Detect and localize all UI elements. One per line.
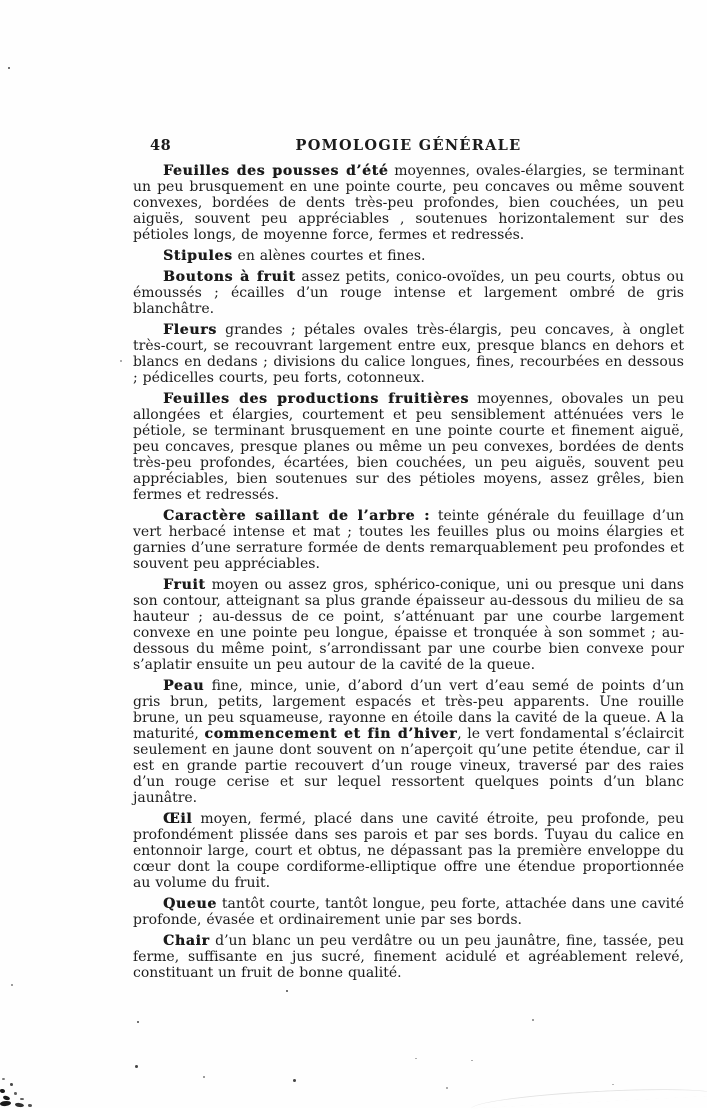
ink-blob [28,1104,32,1107]
running-title: POMOLOGIE GÉNÉRALE [295,137,522,154]
paragraph-boutons-a-fruit [133,269,684,317]
ink-blob [0,1089,5,1093]
page-number: 48 [150,137,172,154]
paragraph-lead: Caractère saillant de l’arbre : [163,508,430,524]
paragraph-text: moyen, fermé, placé dans une cavité étroite, peu profonde, peu profondément plissée dans ses parois et par ses bords. Tuyau du calice en entonnoir large, court et obtus, ne dépassant pas la première enveloppe du cœur dont la coupe cordiforme-elliptique offre une étendue proportionnée au volume du fruit. [133,811,684,891]
page-edge-shadow [471,1084,707,1108]
paragraph-text: tantôt courte, tantôt longue, peu forte, attachée dans une cavité profonde, évasée et ordinairement unie par ses bords. [133,896,684,928]
paragraph-oeil [133,811,684,891]
ink-blob [10,1083,13,1086]
ink-blob [2,1078,5,1080]
paragraph-text: teinte générale du feuillage d’un vert herbacé intense et mat ; toutes les feuilles plus ou moins élargies et garnies d’une serrature formée de dents remarquablement peu profondes et souvent peu appréciables. [133,508,684,572]
scan-speck [135,1065,138,1068]
scan-speck [203,1076,205,1078]
scan-speck [137,1021,139,1023]
paragraph-lead: Feuilles des pousses d’été [163,163,389,179]
paragraph-text: en alènes courtes et fines. [232,248,426,264]
scan-speck [446,1087,448,1089]
ink-blob [14,1092,17,1095]
scan-speck [8,67,10,69]
ink-blob [20,1098,24,1100]
paragraph-bold-maturity-period: commencement et fin d’hiver [204,726,458,742]
paragraph-feuilles-pousses-ete [133,163,684,243]
paragraph-lead: Peau [163,678,205,694]
paragraph-text: moyen ou assez gros, sphérico-conique, uni ou presque uni dans son contour, atteignant sa plus grande épaisseur au-dessous du milieu de sa hauteur ; au-dessus de ce point, s’atténuant par une courbe largement convexe en une pointe peu longue, épaisse et tronquée à son sommet ; au-dessous du même point, s’arrondissant par une courbe bien convexe pour s’aplatir ensuite un peu autour de la cavité de la queue. [133,577,684,673]
scan-speck [11,984,13,986]
paragraph-lead: Fruit [163,577,206,593]
scan-speck [471,1060,473,1061]
paragraph-fleurs [133,322,684,386]
scan-speck [612,1084,614,1085]
page-header [133,137,684,155]
paragraph-fruit [133,577,684,673]
paragraph-lead: Boutons à fruit [163,269,296,285]
paragraph-text: , le vert fondamental s’éclaircit seulement en jaune dont souvent on n’aperçoit qu’une petite étendue, car il est en grande partie recouvert d’un rouge vineux, traversé par des raies d’un rouge cerise et sur lequel ressortent quelques points d’un blanc jaunâtre. [133,726,684,806]
paragraph-lead: Feuilles des productions fruitières [163,391,469,407]
paragraph-feuilles-productions-fruitieres [133,391,684,503]
paragraph-caractere-saillant [133,508,684,572]
paragraph-text: d’un blanc un peu verdâtre ou un peu jaunâtre, fine, tassée, peu ferme, suffisante en jus sucré, finement acidulé et agréablement relevé, constituant un fruit de bonne qualité. [133,933,684,981]
paragraph-stipules [133,248,684,264]
paragraph-peau [133,678,684,806]
paragraph-lead: Fleurs [163,322,217,338]
paragraph-text: moyennes, ovales-élargies, se terminant un peu brusquement en une pointe courte, peu concaves ou même souvent convexes, bordées de dents très-peu profondes, bien couchées, un peu aiguës, souvent peu appréciables , soutenues horizontalement sur des pétioles longs, de moyenne force, fermes et redressés. [133,163,684,243]
scan-speck [532,1019,534,1021]
paragraph-text: moyennes, obovales un peu allongées et élargies, courtement et peu sensiblement atténuées vers le pétiole, se terminant brusquement en une pointe courte et finement aiguë, peu concaves, presque planes ou même un peu convexes, bordées de dents très-peu profondes, écartées, bien couchées, un peu aiguës, souvent peu appréciables, bien soutenues sur des pétioles moyens, assez grêles, bien fermes et redressés. [133,391,684,503]
paragraph-text: assez petits, conico-ovoïdes, un peu courts, obtus ou émoussés ; écailles d’un rouge intense et largement ombré de gris blanchâtre. [133,269,684,317]
paragraph-lead: Chair [163,933,210,949]
paragraph-queue [133,896,684,928]
ink-blob [15,1103,24,1108]
paragraph-text: fine, mince, unie, d’abord d’un vert d’eau semé de points d’un gris brun, petits, largement espacés et très-peu apparents. Une rouille brune, un peu squameuse, rayonne en étoile dans la cavité de la queue. A la maturité, [133,678,684,742]
page-body-text [133,163,684,981]
paragraph-lead: Stipules [163,248,233,264]
scan-speck [286,990,288,992]
paragraph-lead: Queue [163,896,217,912]
scan-speck [120,360,122,362]
paragraph-chair [133,933,684,981]
scan-speck [293,1079,296,1082]
scan-speck [415,1058,417,1059]
paragraph-text: grandes ; pétales ovales très-élargis, peu concaves, à onglet très-court, se recouvrant largement entre eux, presque blancs en dehors et blancs en dedans ; divisions du calice longues, fines, recourbées en dessous ; pédicelles courts, peu forts, cotonneux. [133,322,684,386]
paragraph-lead: Œil [163,811,193,827]
ink-blob [0,1100,11,1106]
